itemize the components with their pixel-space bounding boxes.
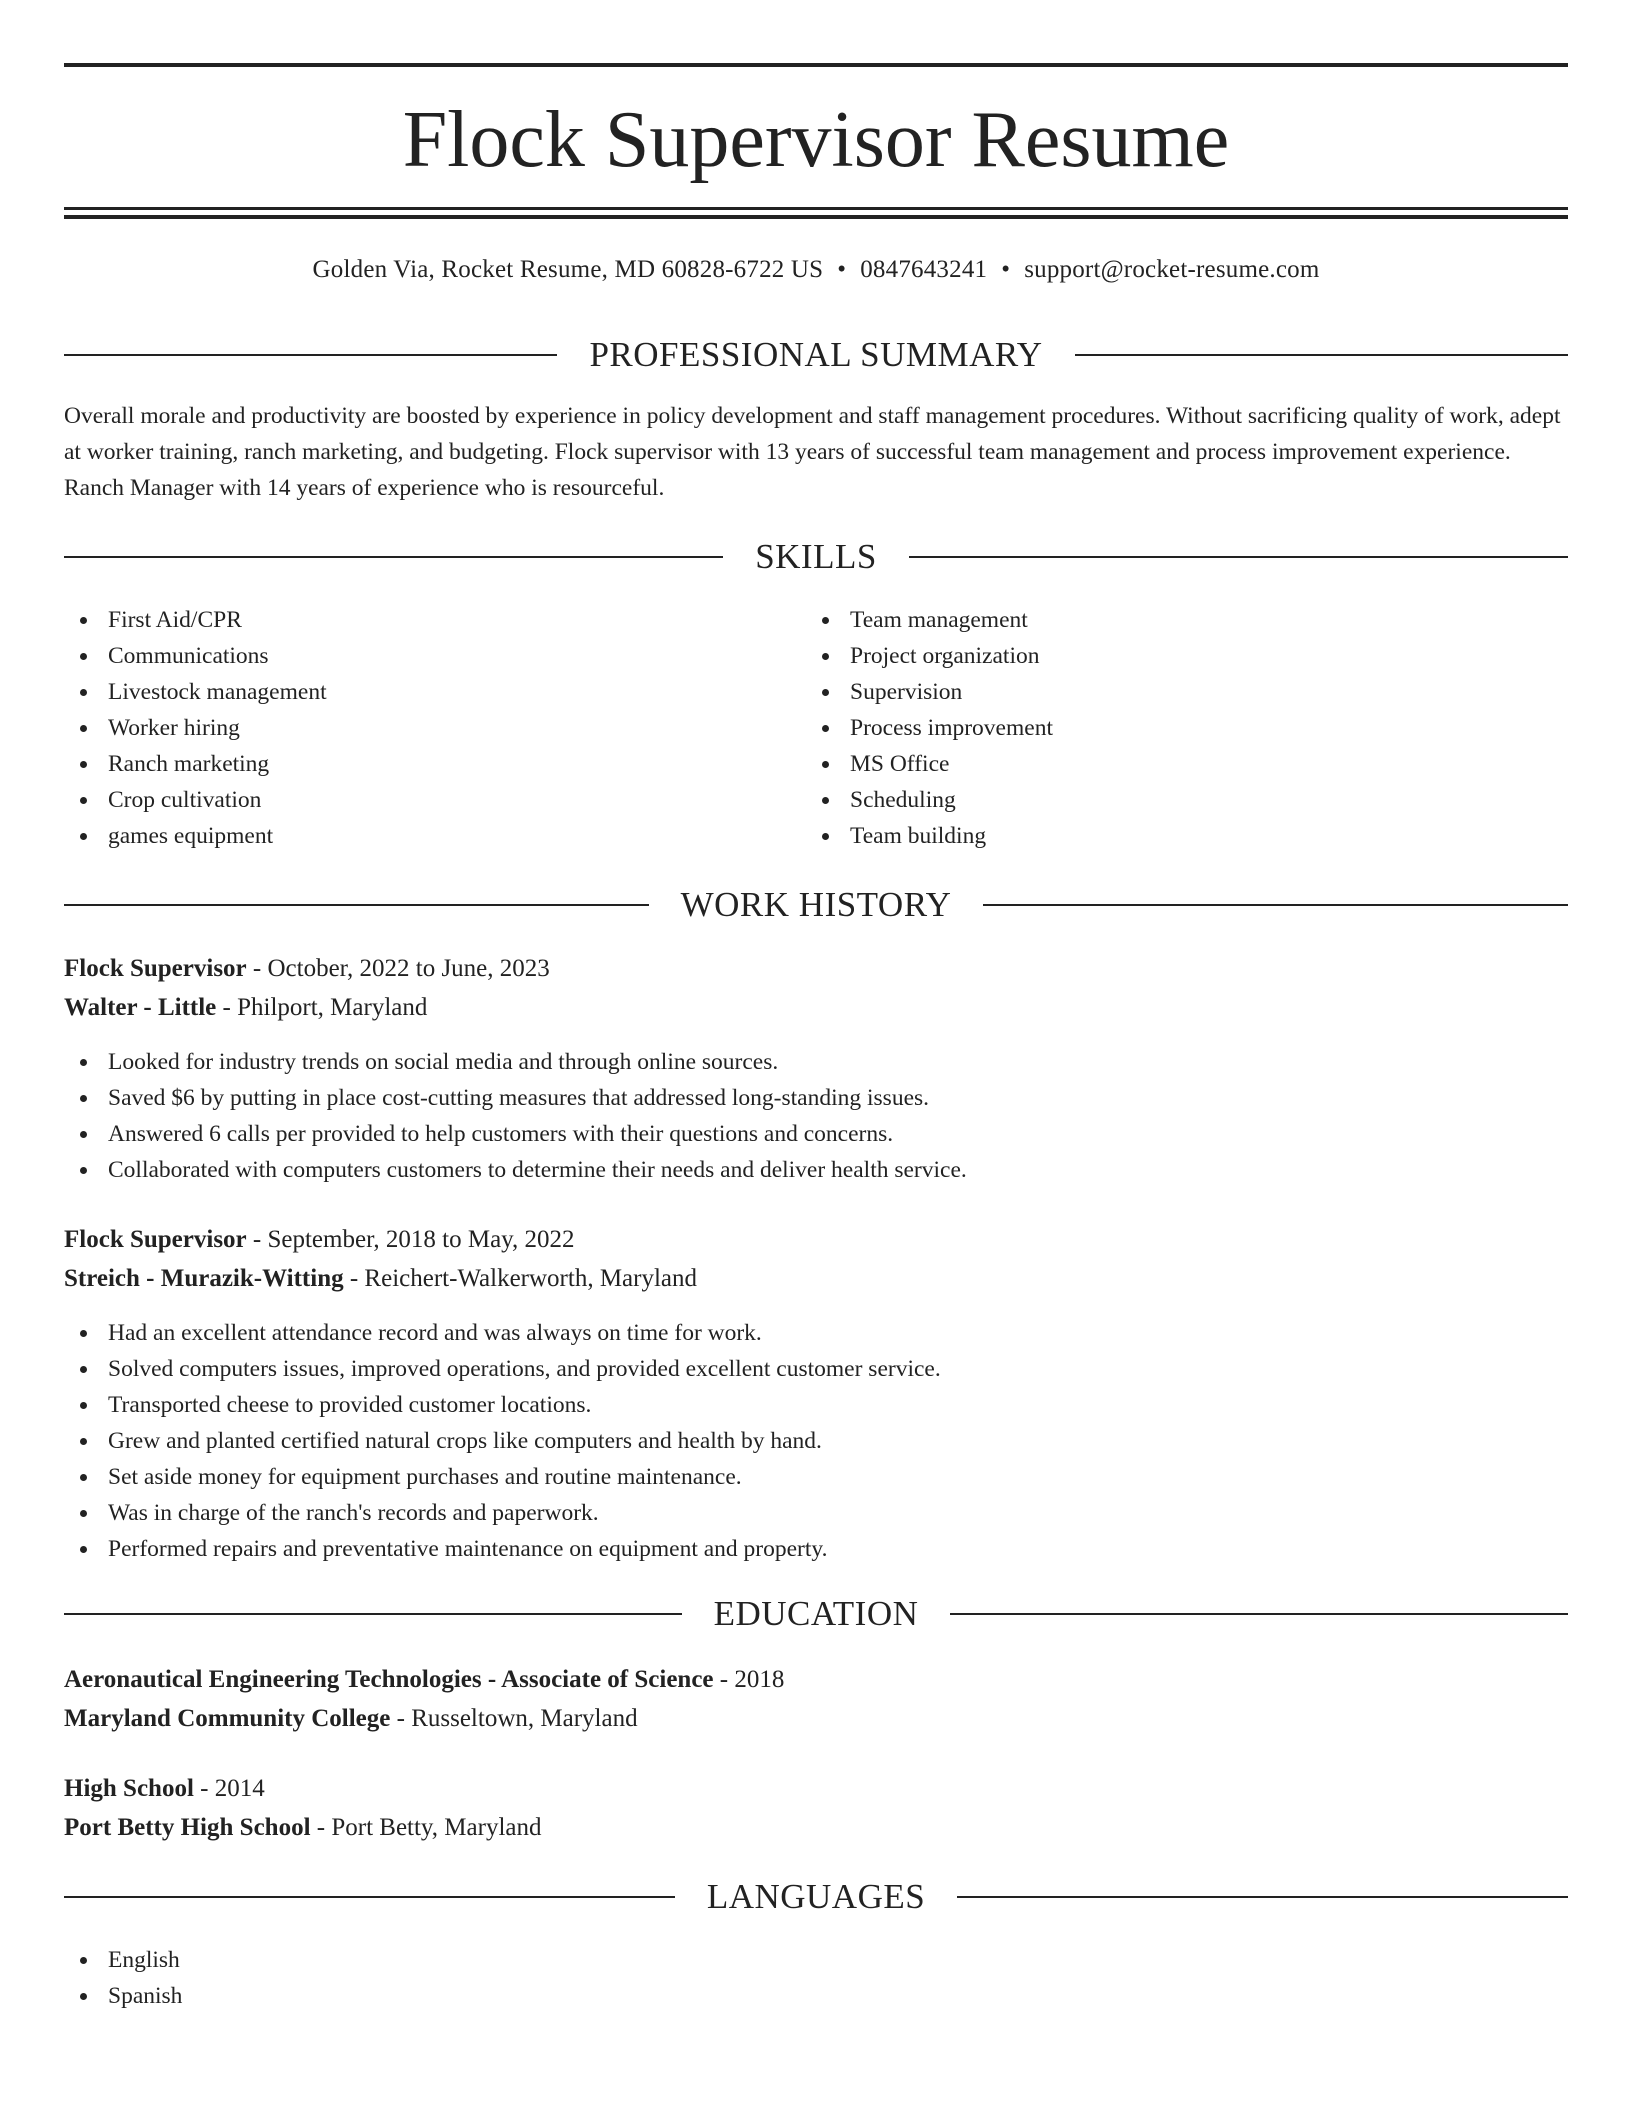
job-dates: - September, 2018 to May, 2022 — [246, 1226, 575, 1253]
skill-item: Process improvement — [806, 710, 1546, 746]
section-heading-summary — [64, 333, 1568, 377]
divider-line — [950, 1613, 1568, 1615]
divider-line — [983, 904, 1568, 906]
job-duty: Set aside money for equipment purchases and routine maintenance. — [64, 1459, 1568, 1495]
contact-separator: • — [1001, 256, 1011, 283]
job-duty: Saved $6 by putting in place cost-cutting measures that addressed long-standing issues. — [64, 1080, 1568, 1116]
job-company-line — [64, 1261, 1568, 1297]
job-duty: Had an excellent attendance record and was always on time for work. — [64, 1315, 1568, 1351]
contact-email: support@rocket-resume.com — [1024, 256, 1320, 283]
divider-line — [64, 354, 557, 356]
skills-list-right — [806, 602, 1546, 854]
job-duty: Solved computers issues, improved operations, and provided excellent customer service. — [64, 1351, 1568, 1387]
divider-line — [957, 1896, 1568, 1898]
education-location: - Port Betty, Maryland — [310, 1814, 542, 1841]
job-duty: Performed repairs and preventative maintenance on equipment and property. — [64, 1531, 1568, 1567]
job-company: Streich - Murazik-Witting — [64, 1265, 344, 1292]
contact-address: Golden Via, Rocket Resume, MD 60828-6722 US — [312, 256, 824, 283]
education-degree: Aeronautical Engineering Technologies - Associate of Science — [64, 1666, 714, 1693]
divider-line — [64, 556, 723, 558]
education-location: - Russeltown, Maryland — [390, 1705, 638, 1732]
skill-item: Team management — [806, 602, 1546, 638]
skill-item: Livestock management — [64, 674, 804, 710]
skill-item: Ranch marketing — [64, 746, 804, 782]
job-dates: - October, 2022 to June, 2023 — [246, 955, 550, 982]
job-company-line — [64, 990, 1568, 1026]
education-year: - 2018 — [713, 1666, 785, 1693]
education-degree-line — [64, 1771, 1568, 1807]
skill-item: Crop cultivation — [64, 782, 804, 818]
skills-list-left — [64, 602, 804, 854]
job-duties-list — [64, 1044, 1568, 1188]
section-heading-work-history — [64, 883, 1568, 927]
divider-line — [909, 556, 1568, 558]
top-rule — [64, 63, 1568, 67]
education-school-line — [64, 1810, 1568, 1846]
education-school: Maryland Community College — [64, 1705, 391, 1732]
job-duty: Grew and planted certified natural crops like computers and health by hand. — [64, 1423, 1568, 1459]
job-duty: Answered 6 calls per provided to help customers with their questions and concerns. — [64, 1116, 1568, 1152]
skill-item: Scheduling — [806, 782, 1546, 818]
skill-item: Worker hiring — [64, 710, 804, 746]
title-rule-upper — [64, 207, 1568, 210]
section-title: WORK HISTORY — [680, 885, 952, 924]
skill-item: Communications — [64, 638, 804, 674]
section-title: LANGUAGES — [706, 1877, 926, 1916]
contact-separator: • — [837, 256, 847, 283]
skill-item: MS Office — [806, 746, 1546, 782]
divider-line — [64, 1896, 675, 1898]
education-degree: High School — [64, 1775, 194, 1802]
job-title-line — [64, 951, 1568, 987]
divider-line — [64, 904, 649, 906]
education-degree-line — [64, 1662, 1568, 1698]
skill-item: Team building — [806, 818, 1546, 854]
job-location: - Philport, Maryland — [216, 994, 428, 1021]
section-heading-languages — [64, 1875, 1568, 1919]
skill-item: Project organization — [806, 638, 1546, 674]
job-duty: Transported cheese to provided customer locations. — [64, 1387, 1568, 1423]
education-school-line — [64, 1701, 1568, 1737]
section-title: SKILLS — [755, 537, 877, 576]
divider-line — [1075, 354, 1568, 356]
job-duties-list — [64, 1315, 1568, 1567]
job-title-line — [64, 1222, 1568, 1258]
education-school: Port Betty High School — [64, 1814, 311, 1841]
language-item: Spanish — [64, 1978, 1568, 2014]
section-heading-skills — [64, 535, 1568, 579]
skill-item: Supervision — [806, 674, 1546, 710]
summary-text: Overall morale and productivity are boosted by experience in policy development and staff management procedures. Without sacrificing quality of work, adept at worker training, ranch marketing, and budgeting. Flock supervisor with 13 years of successful team management and process improvement experience. Ranch Manager with 14 years of experience who is resourceful. — [64, 403, 1561, 501]
language-item: English — [64, 1942, 1568, 1978]
job-company: Walter - Little — [64, 994, 217, 1021]
skill-item: First Aid/CPR — [64, 602, 804, 638]
job-duty: Was in charge of the ranch's records and paperwork. — [64, 1495, 1568, 1531]
section-title: PROFESSIONAL SUMMARY — [589, 335, 1043, 374]
skill-item: games equipment — [64, 818, 804, 854]
divider-line — [64, 1613, 682, 1615]
resume-title: Flock Supervisor Resume — [402, 96, 1230, 184]
languages-list — [64, 1942, 1568, 2014]
job-title: Flock Supervisor — [64, 955, 247, 982]
contact-phone: 0847643241 — [860, 256, 988, 283]
job-title: Flock Supervisor — [64, 1226, 247, 1253]
job-duty: Looked for industry trends on social media and through online sources. — [64, 1044, 1568, 1080]
contact-line — [64, 254, 1568, 286]
section-title: EDUCATION — [713, 1594, 919, 1633]
title-rule-lower — [64, 215, 1568, 219]
education-year: - 2014 — [193, 1775, 265, 1802]
job-location: - Reichert-Walkerworth, Maryland — [343, 1265, 698, 1292]
section-heading-education — [64, 1592, 1568, 1636]
job-duty: Collaborated with computers customers to determine their needs and deliver health service. — [64, 1152, 1568, 1188]
